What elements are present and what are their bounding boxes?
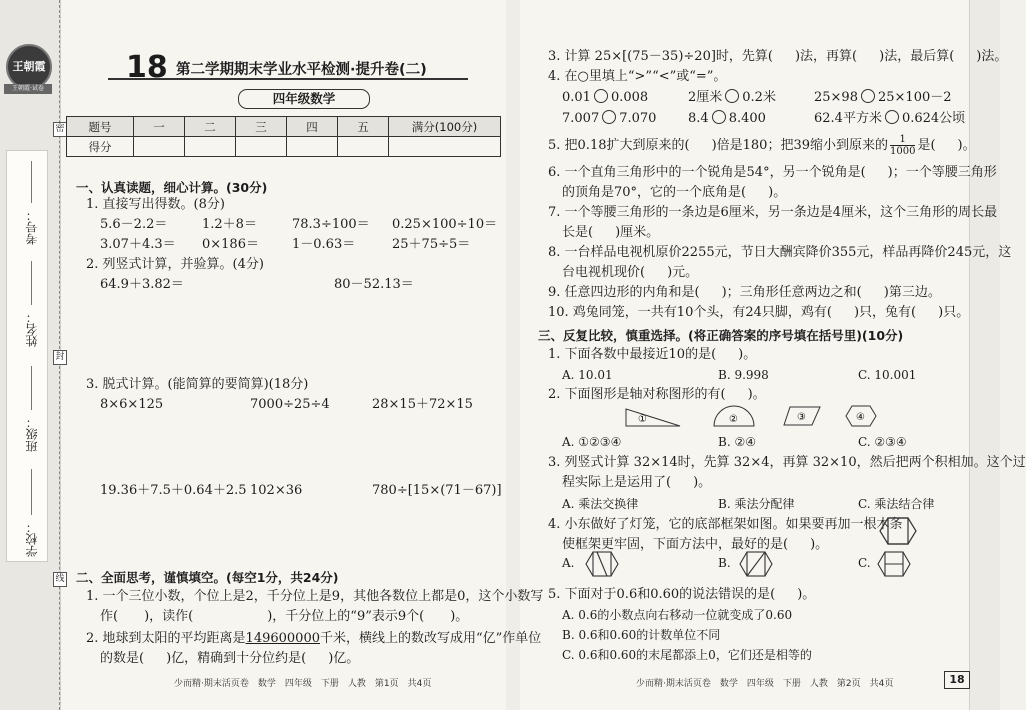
compare-circle[interactable] [861,89,875,103]
s1-q1-item: 0.25×100÷10＝ [392,217,498,232]
footer-left: 少而精·期末活页卷 数学 四年级 下册 人教 第1页 共4页 [174,679,432,689]
triangle-shape [626,409,680,426]
exam-number-line [31,161,32,203]
score-table-header [67,117,501,137]
compare-circle[interactable] [602,110,616,124]
text: 2. 下面图形是轴对称图形的有( [548,387,726,402]
shape-1-triangle [624,406,684,428]
text: )只，兔有( [853,305,917,320]
text: 8.4 [688,111,709,126]
text: )；三角形任意两边之和( [721,285,862,300]
brace-line [597,552,607,576]
section2-heading: 二、全面思考，谨慎填空。(每空1分，共24分) [76,570,339,585]
s1-q1-item: 5.6－2.2＝ [100,217,168,232]
text: 1. 下面各数中最接近10的是( [548,347,717,362]
s3-q2-option[interactable]: C. ②③④ [858,435,907,449]
s3-q1-option[interactable]: C. 10.001 [858,368,917,382]
option-a-figure [584,550,620,578]
text: 程实际上是运用了( [562,475,672,490]
compare-circle[interactable] [885,110,899,124]
text: )，读作( [144,609,194,624]
text: 7.007 [562,111,600,126]
s1-q1-item: 0×186＝ [202,237,259,252]
text: 0.2米 [742,90,776,105]
s3-q3-line2 [562,474,711,492]
text: )元。 [667,265,699,280]
q5-line [548,134,976,157]
score-cell[interactable] [185,137,236,157]
text: )。 [450,609,469,624]
text: 是( [917,138,936,153]
exam-subtitle: 四年级数学 [238,89,370,109]
s1-q1-item: 3.07＋4.3＝ [100,237,176,252]
q9-line [548,284,941,302]
text: )。 [747,387,766,402]
score-col-1: 一 [134,117,185,137]
text: 0.624公顷 [901,111,966,126]
s3-q4-option[interactable]: C. [858,556,871,570]
page-number-badge: 18 [944,671,970,689]
left-page [66,0,544,710]
text: 5. 把0.18扩大到原来的( [548,138,690,153]
option-b-figure [738,550,774,578]
exam-title: 第二学期期末学业水平检测·提升卷(二) [176,62,427,78]
q4-compare [814,89,952,107]
s1-q1-title: 1. 直接写出得数。(8分) [86,197,225,212]
text: 25×100－2 [877,90,952,105]
text: 3. 计算 25×[(75－35)÷20]时，先算( [548,49,773,64]
s3-q5-line [548,586,815,604]
text: )；一个等腰三角形 [887,165,997,180]
s1-q1-item: 78.3÷100＝ [292,217,370,232]
s3-q4-line1: 4. 小东做好了灯笼，它的底部框架如图。如果要再加一根木条 [548,517,903,532]
brace-line [747,552,765,576]
compare-circle[interactable] [712,110,726,124]
s3-q5-option[interactable]: A. 0.6的小数点向右移动一位就变成了0.60 [562,608,793,622]
text: )，千分位上的“9”表示9个( [267,609,425,624]
s3-q5-option[interactable]: B. 0.6和0.60的计数单位不同 [562,628,721,642]
q4-compare [814,110,965,128]
score-col-total: 满分(100分) [389,117,501,137]
text: )。 [738,347,757,362]
score-col-5: 五 [338,117,389,137]
text: 6. 一个直角三角形中的一个锐角是54°，另一个锐角是( [548,165,866,180]
s3-q4-option[interactable]: B. [718,556,731,570]
binding-spine [0,0,61,710]
text: 62.4平方米 [814,111,882,126]
compare-circle[interactable] [725,89,739,103]
shape-label: ③ [797,412,806,423]
fraction [890,134,915,157]
text: 7.070 [619,111,657,126]
score-table-row [67,137,501,157]
q4-title: 4. 在○里填上“>”“<”或“=”。 [548,69,727,84]
s1-q3-item: 8×6×125 [100,397,164,412]
logo-emblem: 王朝霞 [6,44,52,90]
text: )第三边。 [883,285,941,300]
name-line [31,261,32,305]
s1-q3-title: 3. 脱式计算。(能简算的要简算)(18分) [86,377,309,392]
s1-q2-item: 64.9＋3.82＝ [100,277,184,292]
q4-compare [688,110,766,128]
text: )。 [810,537,829,552]
seal-mark-xian: 线 [53,572,67,587]
s2-q2-line2 [100,650,359,668]
s1-q3-item: 780÷[15×(71－67)] [372,483,502,498]
s1-q1-item: 25＋75÷5＝ [392,237,471,252]
s3-q1-option[interactable]: B. 9.998 [718,368,769,382]
fraction-denominator: 1000 [890,146,916,157]
s1-q3-item: 28×15＋72×15 [372,397,473,412]
q7-line2 [562,224,659,242]
text: )法，最后算( [879,49,955,64]
score-table [66,116,501,157]
text: )亿。 [328,651,360,666]
s3-q5-option[interactable]: C. 0.6和0.60的末尾都添上0，它们还是相等的 [562,648,812,662]
score-col-3: 三 [236,117,287,137]
s3-q2-option[interactable]: A. ①②③④ [562,435,622,449]
right-page [528,0,1026,710]
text: 8.400 [728,111,766,126]
q6-line2 [562,184,786,202]
s1-q2-title: 2. 列竖式计算，并验算。(4分) [86,257,264,272]
class-label: 班级： [25,416,39,452]
s3-q3-option[interactable]: C. 乘法结合律 [858,497,935,511]
school-label: 学校： [25,521,39,557]
score-cell[interactable] [287,137,338,157]
s3-q2-option[interactable]: B. ②④ [718,435,756,449]
student-info-strip [6,150,48,562]
q8-line2 [562,264,698,282]
text: )法，再算( [794,49,858,64]
school-line [31,469,32,515]
s3-q1-option[interactable]: A. 10.01 [562,368,613,382]
s3-q3-option[interactable]: B. 乘法分配律 [718,497,795,511]
s1-q3-item: 102×36 [250,483,303,498]
name-label: 姓名： [25,311,39,347]
compare-circle[interactable] [594,89,608,103]
lantern-hexagon [880,518,916,544]
score-col-4: 四 [287,117,338,137]
footer-right: 少而精·期末活页卷 数学 四年级 下册 人教 第2页 共4页 [636,679,894,689]
text: 作( [100,609,119,624]
s3-q4-option[interactable]: A. [562,556,575,570]
s1-q1-item: 1.2＋8＝ [202,217,257,232]
text: 2厘米 [688,90,723,105]
score-cell[interactable] [236,137,287,157]
publisher-logo [4,40,52,98]
text: 台电视机现价( [562,265,646,280]
section3-heading: 三、反复比较，慎重选择。(将正确答案的序号填在括号里)(10分) [538,328,904,343]
text: 0.01 [562,90,591,105]
text: )。 [957,138,976,153]
score-cell[interactable] [134,137,185,157]
s1-q3-item: 7000÷25÷4 [250,397,330,412]
shape-4-hexagon [844,404,878,428]
text: )只。 [938,305,970,320]
q8-line1: 8. 一台样品电视机原价2255元，节日大酬宾降价355元，样品再降价245元，这 [548,245,1012,260]
q7-line1: 7. 一个等腰三角形的一条边是6厘米，另一条边是4厘米，这个三角形的周长最 [548,205,998,220]
text: )厘米。 [615,225,660,240]
s1-q1-item: 1－0.63＝ [292,237,356,252]
score-cell[interactable] [338,137,389,157]
q4-compare [562,110,656,128]
shape-label: ② [729,414,738,425]
right-edge [969,0,1000,710]
s2-q1-line1: 1. 一个三位小数，个位上是2，千分位上是9，其他各数位上都是0，这个小数写 [86,589,544,604]
score-col-2: 二 [185,117,236,137]
text: 10. 鸡兔同笼，一共有10个头，有24只脚，鸡有( [548,305,832,320]
exam-number-label: 考号： [25,209,39,245]
s1-q3-item: 19.36＋7.5＋0.64＋2.5 [100,483,247,498]
text: 使框架更牢固，下面方法中，最好的是( [562,537,789,552]
s3-q3-line1: 3. 列竖式计算 32×14时，先算 32×4，再算 32×10，然后把两个积相加。这个过 [548,455,1026,470]
q6-line1 [548,164,997,182]
seal-mark-feng: 封 [53,350,67,365]
s3-q2-line [548,386,766,404]
shape-label: ① [638,414,647,425]
text: 的顶角是70°，它的一个底角是( [562,185,747,200]
text: 2. 地球到太阳的平均距离是 [86,631,246,646]
score-row-label: 得分 [67,137,134,157]
q4-compare [562,89,648,107]
q3-line [548,48,1007,66]
text: )法。 [976,49,1008,64]
logo-ribbon: 王朝霞·试卷 [4,84,52,94]
s1-q2-item: 80－52.13＝ [334,277,414,292]
text: 千米，横线上的数改写成用“亿”作单位 [320,631,542,646]
s3-q3-option[interactable]: A. 乘法交换律 [562,497,639,511]
seal-mark-mi: 密 [53,122,67,137]
text: )。 [797,587,816,602]
text: 9. 任意四边形的内角和是( [548,285,700,300]
underlined-number: 149600000 [245,631,320,646]
s2-q2-line1 [86,630,541,648]
text: 的数是( [100,651,145,666]
text: 25×98 [814,90,858,105]
exam-title-block [102,48,442,106]
lantern-rect [888,518,908,544]
option-c-figure [876,550,912,578]
q4-compare [688,89,776,107]
text: )。 [768,185,787,200]
text: )倍是180；把39缩小到原来的 [711,138,888,153]
class-line [31,366,32,410]
text: 5. 下面对于0.6和0.60的说法错误的是( [548,587,776,602]
shape-label: ④ [856,412,865,423]
shape-2-semicircle [712,404,756,428]
fraction-numerator: 1 [890,134,915,146]
s2-q1-line2 [100,608,468,626]
lantern-frame-figure [878,516,918,546]
score-cell[interactable] [389,137,501,157]
exam-number: 18 [126,50,168,85]
text: 长是( [562,225,594,240]
score-col-item: 题号 [67,117,134,137]
text: )。 [693,475,712,490]
section1-heading: 一、认真读题，细心计算。(30分) [76,180,268,195]
shape-3-parallelogram [782,405,822,427]
text: 0.008 [610,90,649,105]
s3-q1-line [548,346,756,364]
text: )亿，精确到十分位约是( [166,651,307,666]
q10-line [548,304,969,322]
